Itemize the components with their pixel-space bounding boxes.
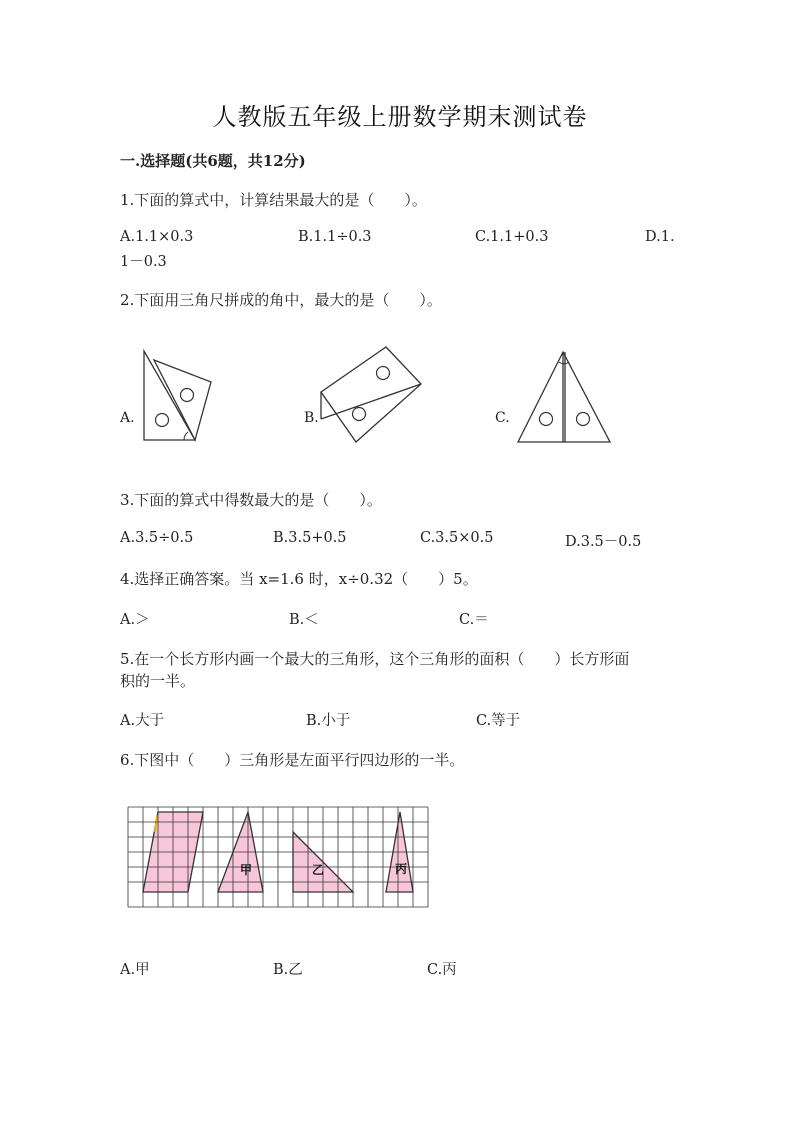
set-square-figure-a: [138, 348, 218, 443]
question-4-option-c[interactable]: C.＝: [459, 612, 489, 628]
question-3-option-d[interactable]: D.3.5－0.5: [565, 534, 642, 550]
question-1-option-c[interactable]: C.1.1+0.3: [475, 229, 549, 245]
page-title: 人教版五年级上册数学期末测试卷: [212, 103, 588, 131]
set-square-figure-b: [318, 344, 424, 446]
figure-label-jia: 甲: [240, 863, 253, 877]
question-1-option-b[interactable]: B.1.1÷0.3: [298, 229, 372, 245]
set-square-figure-c: [515, 350, 615, 444]
question-4-option-a[interactable]: A.＞: [120, 612, 150, 628]
section-heading: 一.选择题(共6题，共12分): [120, 152, 306, 170]
question-6-stem: 6.下图中（ ）三角形是左面平行四边形的一半。: [120, 751, 465, 769]
question-5-option-c[interactable]: C.等于: [476, 713, 521, 729]
question-5-option-a[interactable]: A.大于: [120, 713, 165, 729]
question-3-stem: 3.下面的算式中得数最大的是（ ）。: [120, 491, 382, 509]
figure-label-bing: 丙: [395, 862, 408, 876]
question-3-option-c[interactable]: C.3.5×0.5: [420, 530, 494, 546]
question-2-stem: 2.下面用三角尺拼成的角中，最大的是（ ）。: [120, 291, 442, 309]
question-4-stem: 4.选择正确答案。当 x=1.6 时，x÷0.32（ ）5。: [120, 570, 478, 588]
question-5-stem-line-2: 积的一半。: [120, 672, 196, 690]
question-6-option-a[interactable]: A.甲: [120, 962, 150, 978]
question-2-option-b[interactable]: B.: [304, 410, 319, 426]
question-6-option-b[interactable]: B.乙: [273, 962, 303, 978]
question-6-option-c[interactable]: C.丙: [427, 962, 457, 978]
question-2-option-c[interactable]: C.: [495, 410, 510, 426]
question-5-stem-line-1: 5.在一个长方形内画一个最大的三角形，这个三角形的面积（ ）长方形面: [120, 650, 630, 668]
question-1-option-d[interactable]: D.1.: [645, 229, 675, 245]
figure-label-yi: 乙: [312, 863, 325, 877]
question-1-option-a[interactable]: A.1.1×0.3: [120, 229, 194, 245]
question-2-option-a[interactable]: A.: [120, 410, 135, 426]
question-4-option-b[interactable]: B.＜: [289, 612, 319, 628]
question-5-option-b[interactable]: B.小于: [306, 713, 351, 729]
question-3-option-b[interactable]: B.3.5+0.5: [273, 530, 347, 546]
grid-figure: [128, 807, 434, 911]
question-3-option-a[interactable]: A.3.5÷0.5: [120, 530, 194, 546]
question-1-stem: 1.下面的算式中，计算结果最大的是（ ）。: [120, 191, 427, 209]
question-1-option-d-wrap: 1－0.3: [120, 254, 167, 270]
